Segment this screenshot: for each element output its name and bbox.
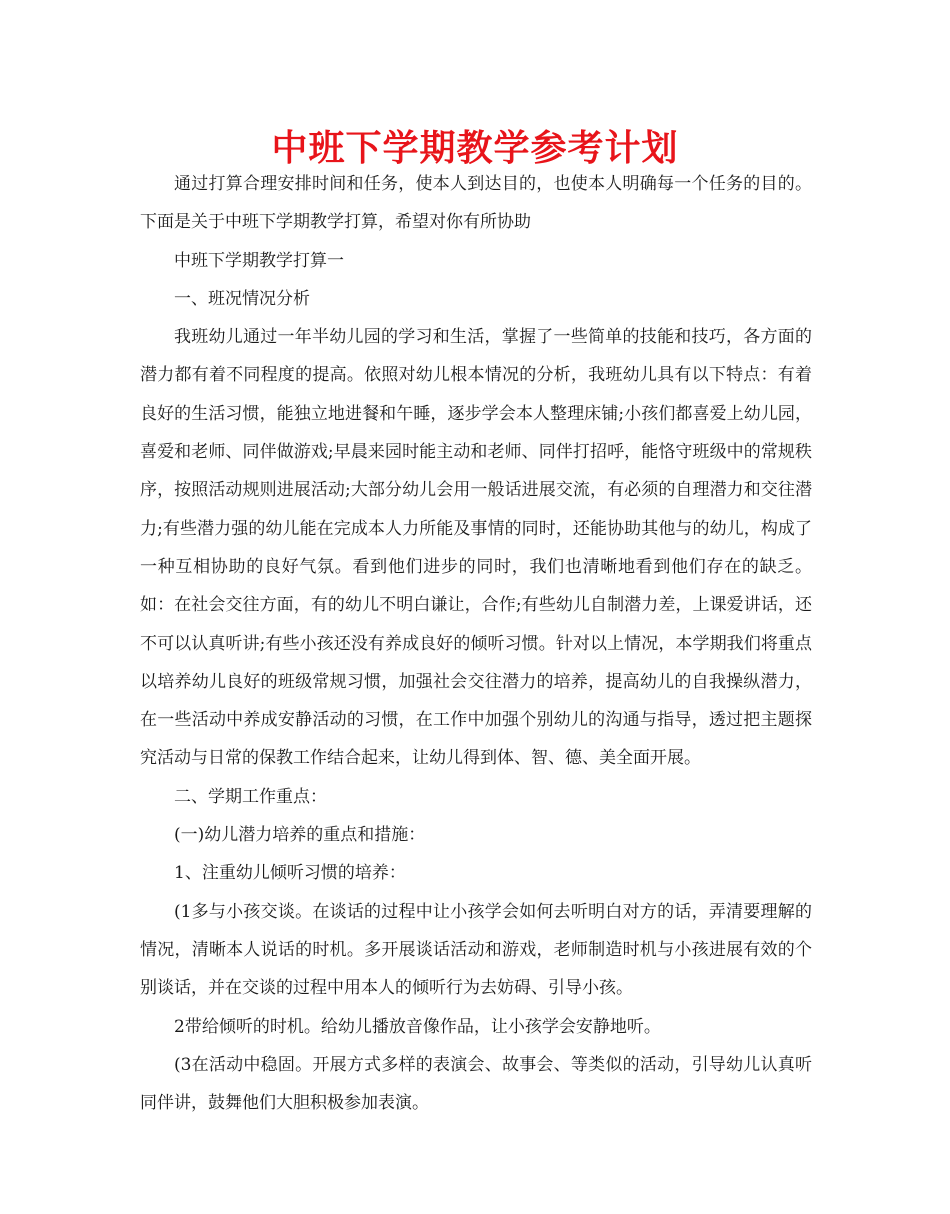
document-title: 中班下学期教学参考计划: [271, 127, 679, 169]
section-heading-work-focus: 二、学期工作重点：: [174, 786, 327, 807]
class-analysis-paragraph: 我班幼儿通过一年半幼儿园的学习和生活，掌握了一些简单的技能和技巧，各方面的潜力都有着不同程度的提高。依照对幼儿根本情况的分析，我班幼儿具有以下特点：有着良好的生活习惯，能独立地进餐和午睡，逐步学会本人整理床铺;小孩们都喜爱上幼儿园，喜爱和老师、同伴做游戏;早晨来园时能主动和老师、同伴打招呼，能恪守班级中的常规秩序，按照活动规则进展活动;大部分幼儿会用一般话进展交流，有必须的自理潜力和交往潜力;有些潜力强的幼儿能在完成本人力所能及事情的同时，还能协助其他与的幼儿，构成了一种互相协助的良好气氛。看到他们进步的同时，我们也清晰地看到他们存在的缺乏。如：在社会交往方面，有的幼儿不明白谦让，合作;有些幼儿自制潜力差，上课爱讲话，还不可以认真听讲;有些小孩还没有养成良好的倾听习惯。针对以上情况，本学期我们将重点以培养幼儿良好的班级常规习惯，加强社会交往潜力的培养，提高幼儿的自我操纵潜力，在一些活动中养成安静活动的习惯，在工作中加强个别幼儿的沟通与指导，透过把主题探究活动与日常的保教工作结合起来，让幼儿得到体、智、德、美全面开展。: [140, 327, 812, 769]
list-item-consolidate: (3在活动中稳固。开展方式多样的表演会、故事会、等类似的活动，引导幼儿认真听同伴讲，鼓舞他们大胆积极参加表演。: [140, 1054, 812, 1114]
plan-heading: 中班下学期教学打算一: [174, 250, 344, 271]
list-item-listening-chance: 2带给倾听的时机。给幼儿播放音像作品，让小孩学会安静地听。: [174, 1016, 661, 1037]
subsection-heading-ability: (一)幼儿潜力培养的重点和措施：: [174, 825, 426, 846]
list-item-talk: (1多与小孩交谈。在谈话的过程中让小孩学会如何去听明白对方的话，弄清要理解的情况，清晰本人说话的时机。多开展谈话活动和游戏，老师制造时机与小孩进展有效的个别谈话，并在交谈的过程中用本人的倾听行为去妨碍、引导小孩。: [140, 901, 812, 999]
section-heading-class-analysis: 一、班况情况分析: [174, 288, 310, 309]
document-body: [140, 165, 812, 1122]
intro-paragraph: 通过打算合理安排时间和任务，使本人到达目的，也使本人明确每一个任务的目的。下面是关于中班下学期教学打算，希望对你有所协助: [140, 174, 812, 233]
item-heading-listening: 1、注重幼儿倾听习惯的培养：: [174, 863, 406, 884]
